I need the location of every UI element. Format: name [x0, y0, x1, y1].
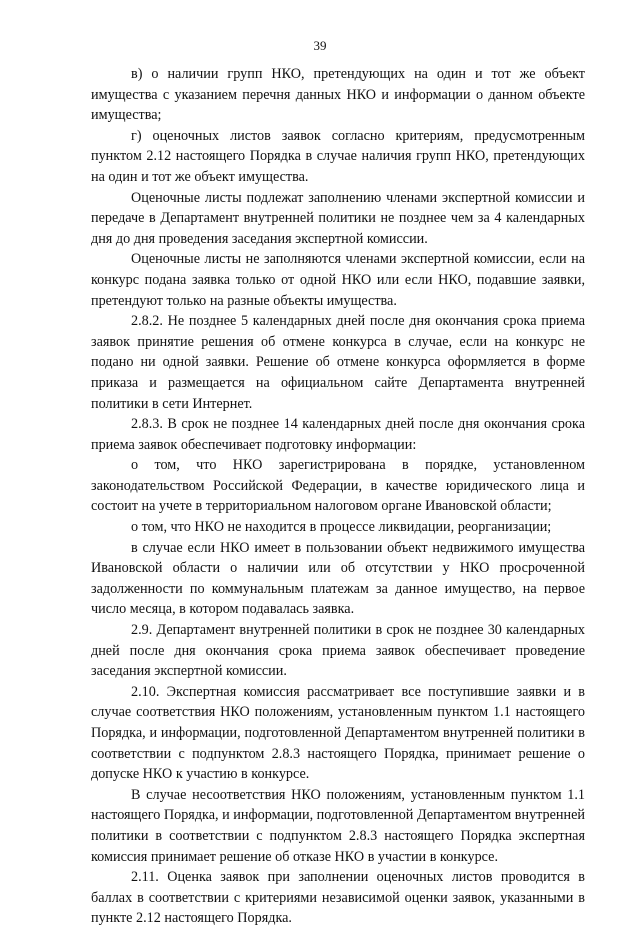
- paragraph-2-10: 2.10. Экспертная комиссия рассматривает все поступившие заявки и в случае соответствия НКО положениям, установленным пунктом 1.1 настоящего Порядка, и информации, подготовленной Департаментом внутренней политики в соответствии с подпунктом 2.8.3 настоящего Порядка, принимает решение о допуске НКО к участию в конкурсе.: [91, 683, 585, 783]
- paragraph-2-8-2: 2.8.2. Не позднее 5 календарных дней после дня окончания срока приема заявок принятие решения об отмене конкурса в случае, если на конкурс не подано ни одной заявки. Решение об отмене конкурса оформляется в форме приказа и размещается на официальном сайте Департамента внутренней политики в сети Интернет.: [91, 313, 585, 412]
- paragraph-debt-info: в случае если НКО имеет в пользовании объект недвижимого имущества Ивановской области о наличии или об отсутствии у НКО просроченной задолженности по коммунальным платежам за данное имущество, на первое число месяца, в котором подавалась заявка.: [91, 539, 585, 618]
- paragraph-item-g: г) оценочных листов заявок согласно критериям, предусмотренным пунктом 2.12 настоящего Порядка в случае наличия групп НКО, претендующих на один и тот же объект имущества.: [91, 127, 585, 185]
- paragraph-evaluation-sheets-fill: Оценочные листы подлежат заполнению членами экспертной комиссии и передаче в Департамент внутренней политики не позднее чем за 4 календарных дня до дня проведения заседания экспертной комиссии.: [91, 189, 585, 247]
- paragraph-2-8-3: 2.8.3. В срок не позднее 14 календарных дней после дня окончания срока приема заявок обеспечивает подготовку информации:: [91, 416, 585, 453]
- paragraph-evaluation-sheets-not-filled: Оценочные листы не заполняются членами экспертной комиссии, если на конкурс подана заявка только от одной НКО или если НКО, подавшие заявки, претендуют только на разные объекты имущества.: [91, 251, 585, 309]
- paragraph-item-v: в) о наличии групп НКО, претендующих на один и тот же объект имущества с указанием перечня данных НКО и информации о данном объекте имущества;: [91, 66, 585, 124]
- paragraph-2-9: 2.9. Департамент внутренней политики в срок не позднее 30 календарных дней после дня окончания срока приема заявок обеспечивает проведение заседания экспертной комиссии.: [91, 622, 585, 680]
- paragraph-liquidation-info: о том, что НКО не находится в процессе ликвидации, реорганизации;: [131, 519, 552, 536]
- paragraph-refusal: В случае несоответствия НКО положениям, установленным пунктом 1.1 настоящего Порядка, и информации, подготовленной Департаментом внутренней политики в соответствии с подпунктом 2.8.3 настоящего Порядка экспертная комиссия принимает решение об отказе НКО в участии в конкурсе.: [91, 786, 586, 865]
- paragraph-2-11: 2.11. Оценка заявок при заполнении оценочных листов проводится в баллах в соответствии с критериями независимой оценки заявок, указанными в пункте 2.12 настоящего Порядка.: [91, 869, 585, 927]
- document-body: [91, 64, 585, 929]
- page-number: 39: [313, 38, 327, 53]
- paragraph-registration-info: о том, что НКО зарегистрирована в порядке, установленном законодательством Российской Федерации, в качестве юридического лица и состоит на учете в территориальном налоговом органе Ивановской области;: [91, 457, 585, 515]
